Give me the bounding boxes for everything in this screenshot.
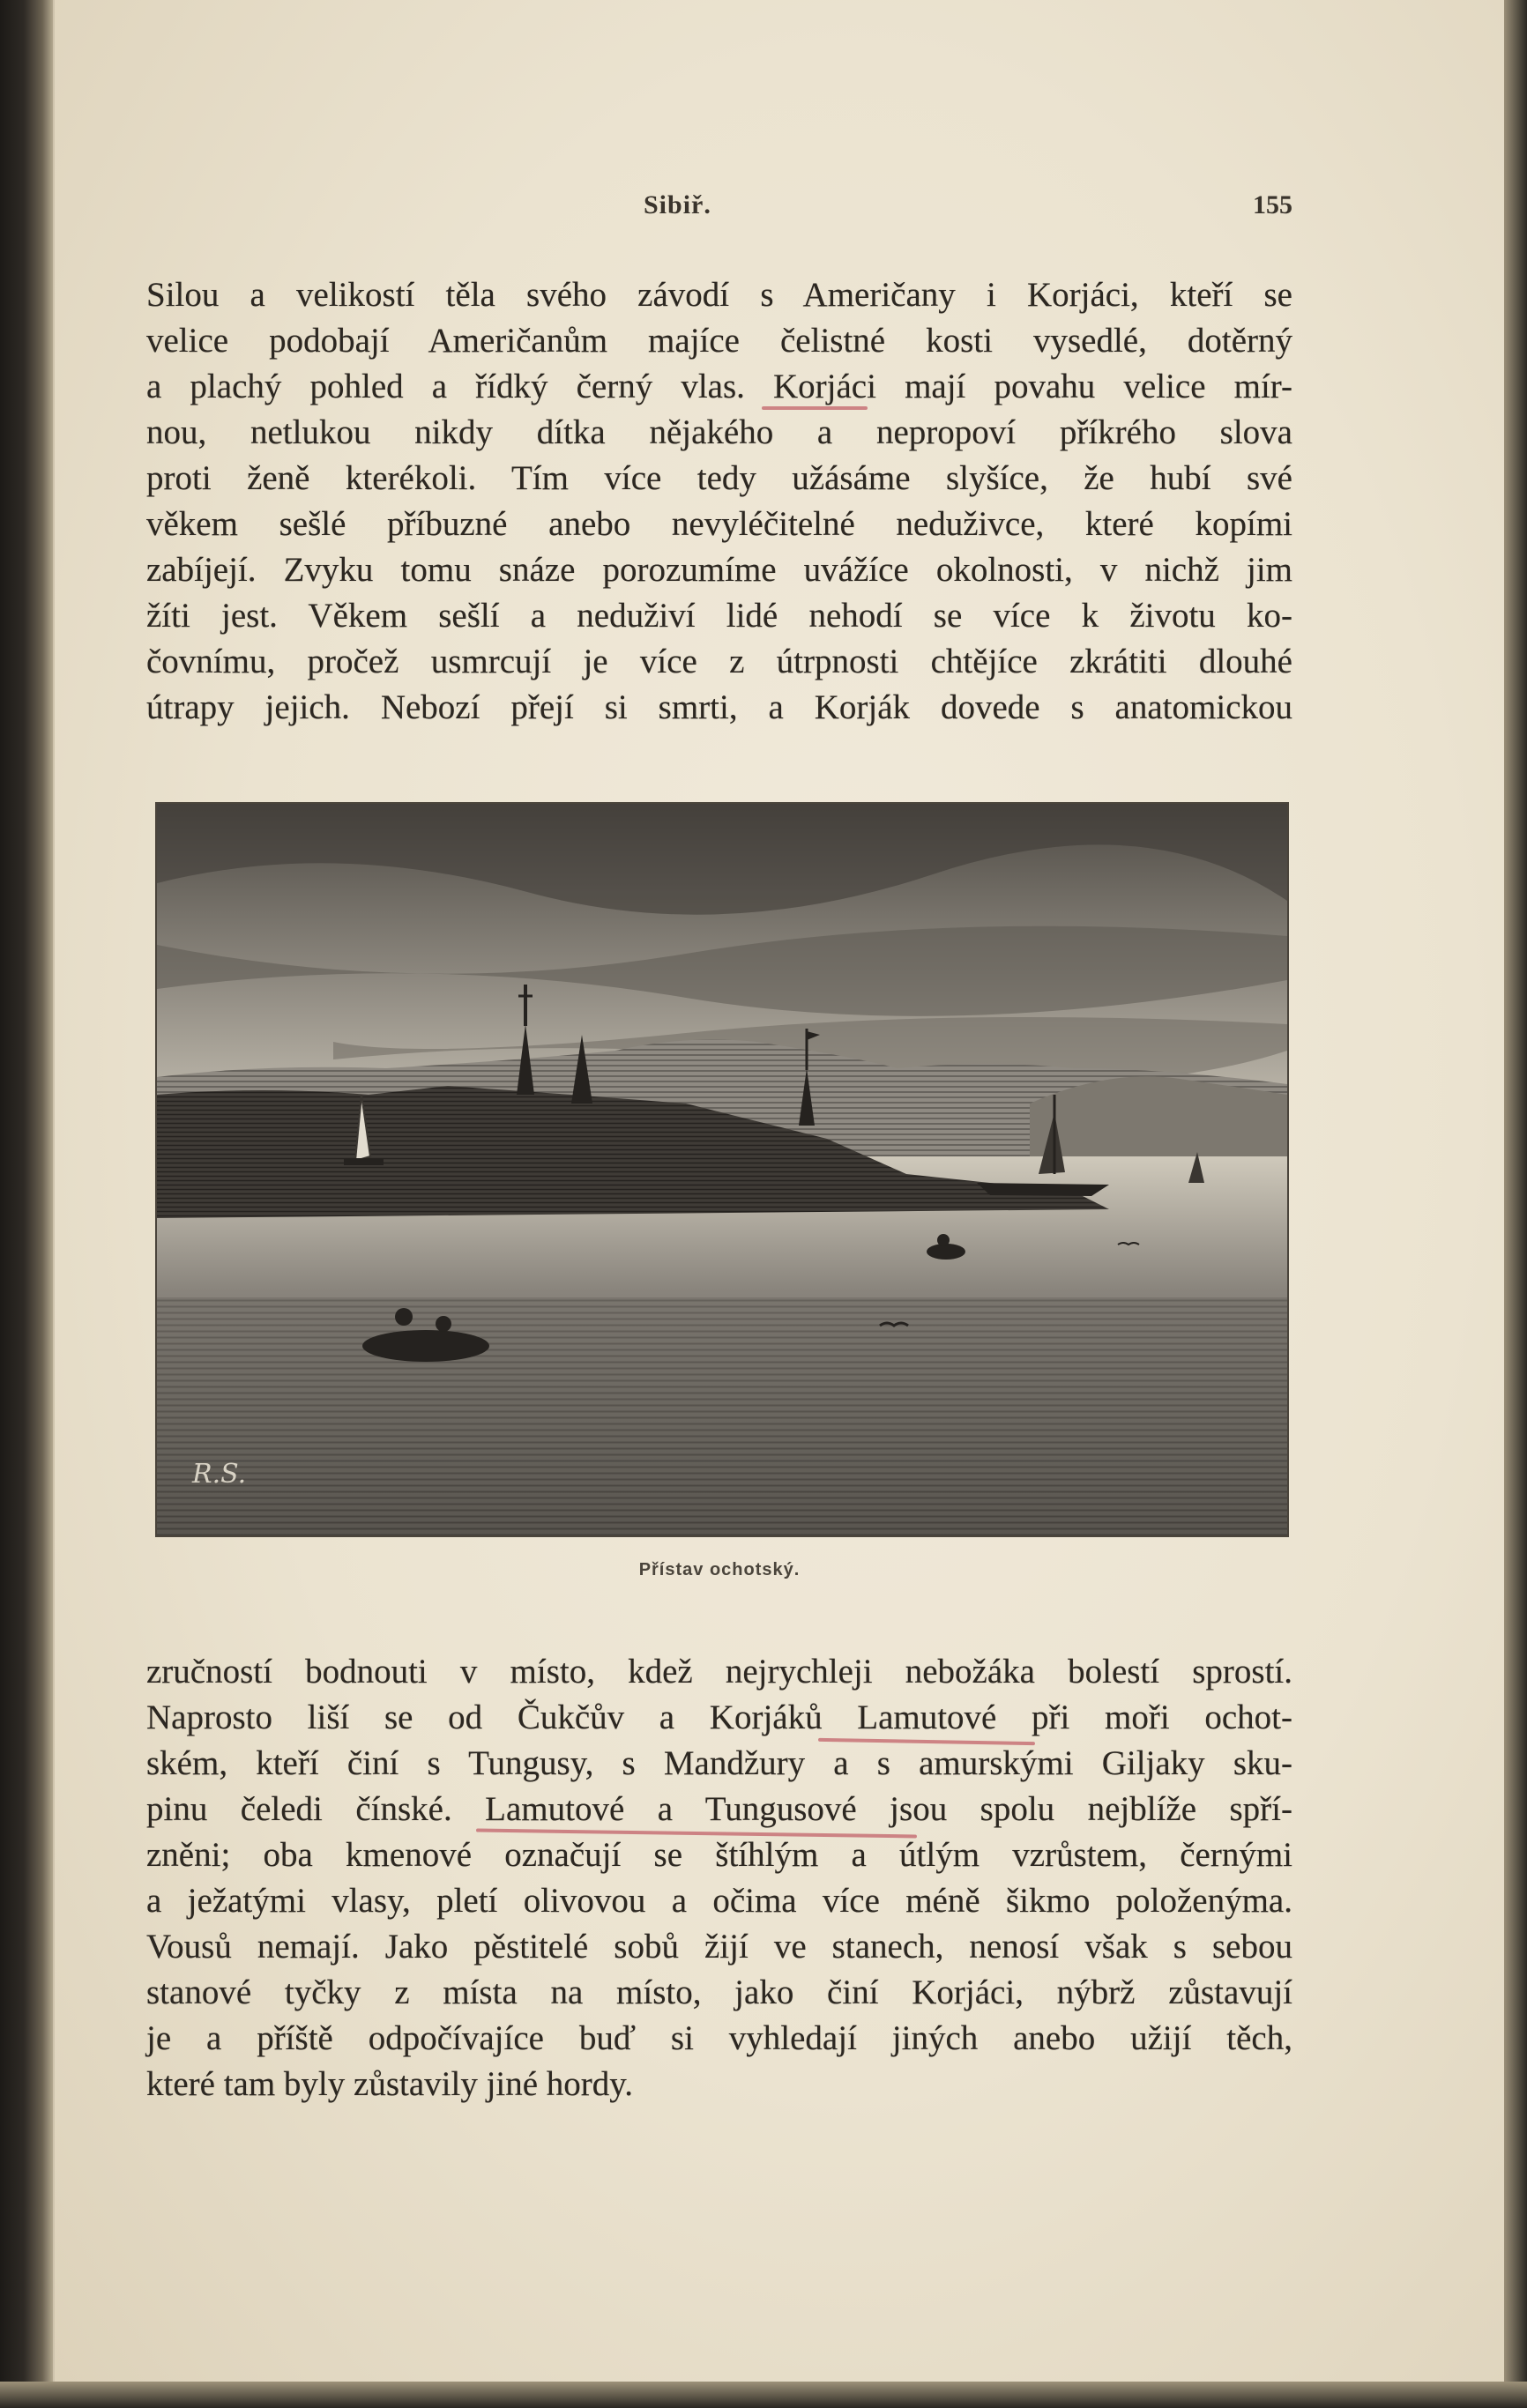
text-line: zněni; oba kmenové označují se štíhlým a útlým vzrůstem, černými — [146, 1836, 1292, 1874]
harbor-engraving-image — [157, 804, 1287, 1535]
text-line: stanové tyčky z místa na místo, jako činí Korjáci, nýbrž zůstavují — [146, 1973, 1292, 2011]
text-line: Silou a velikostí těla svého závodí s Američany i Korjáci, kteří se — [146, 276, 1292, 314]
text-line: Vousů nemají. Jako pěstitelé sobů žijí ve stanech, nenosí však s sebou — [146, 1928, 1292, 1966]
text-line: nou, netlukou nikdy dítka nějakého a nepropoví příkrého slova — [146, 413, 1292, 451]
text-line: Naprosto liší se od Čukčův a Korjáků Lamutové při moři ochot- — [146, 1698, 1292, 1736]
text-line: a ježatými vlasy, pletí olivovou a očima více méně šikmo položenýma. — [146, 1882, 1292, 1920]
book-binding-bottom — [0, 2382, 1527, 2408]
page-header — [146, 190, 1292, 226]
book-binding-left — [0, 0, 53, 2408]
text-line: žíti jest. Věkem sešlí a neduživí lidé nehodí se více k životu ko- — [146, 597, 1292, 635]
text-line: věkem sešlé příbuzné anebo nevyléčitelné neduživce, které kopími — [146, 505, 1292, 543]
book-binding-right — [1504, 0, 1527, 2408]
pencil-underline-korjaci — [762, 406, 868, 410]
text-line: zručností bodnouti v místo, kdež nejrychleji nebožáka bolestí sprostí. — [146, 1653, 1292, 1691]
text-line: velice podobají Američanům majíce čelistné kosti vysedlé, dotěrný — [146, 322, 1292, 360]
text-line: útrapy jejich. Nebozí přejí si smrti, a Korják dovede s anatomickou — [146, 688, 1292, 726]
water-hatching — [157, 1297, 1287, 1535]
illustration-caption: Přístav ochotský. — [638, 1560, 801, 1579]
text-line: ském, kteří činí s Tungusy, s Mandžury a s amurskými Giljaky sku- — [146, 1744, 1292, 1782]
text-line: čovnímu, pročež usmrcují je více z útrpnosti chtějíce zkrátiti dlouhé — [146, 643, 1292, 680]
paragraph-bottom — [146, 1649, 1292, 2107]
text-line: a plachý pohled a řídký černý vlas. Korjáci mají povahu velice mír- — [146, 368, 1292, 405]
text-line: je a příště odpočívajíce buď si vyhledají jiných anebo užijí těch, — [146, 2019, 1292, 2057]
running-title: Sibiř. — [644, 190, 711, 219]
page-number: 155 — [1253, 190, 1292, 219]
harbor-engraving — [155, 802, 1289, 1537]
rowboat — [362, 1330, 489, 1362]
paragraph-top — [146, 272, 1292, 731]
text-line: pinu čeledi čínské. Lamutové a Tungusové jsou spolu nejblíže spří- — [146, 1790, 1292, 1828]
text-line: zabíjejí. Zvyku tomu snáze porozumíme uvážíce okolnosti, v nichž jim — [146, 551, 1292, 589]
small-boat — [927, 1244, 965, 1260]
text-line: které tam byly zůstavily jiné hordy. — [146, 2065, 633, 2103]
artist-signature: R.S. — [192, 1459, 247, 1490]
text-line: proti ženě kterékoli. Tím více tedy užásáme slyšíce, že hubí své — [146, 459, 1292, 497]
